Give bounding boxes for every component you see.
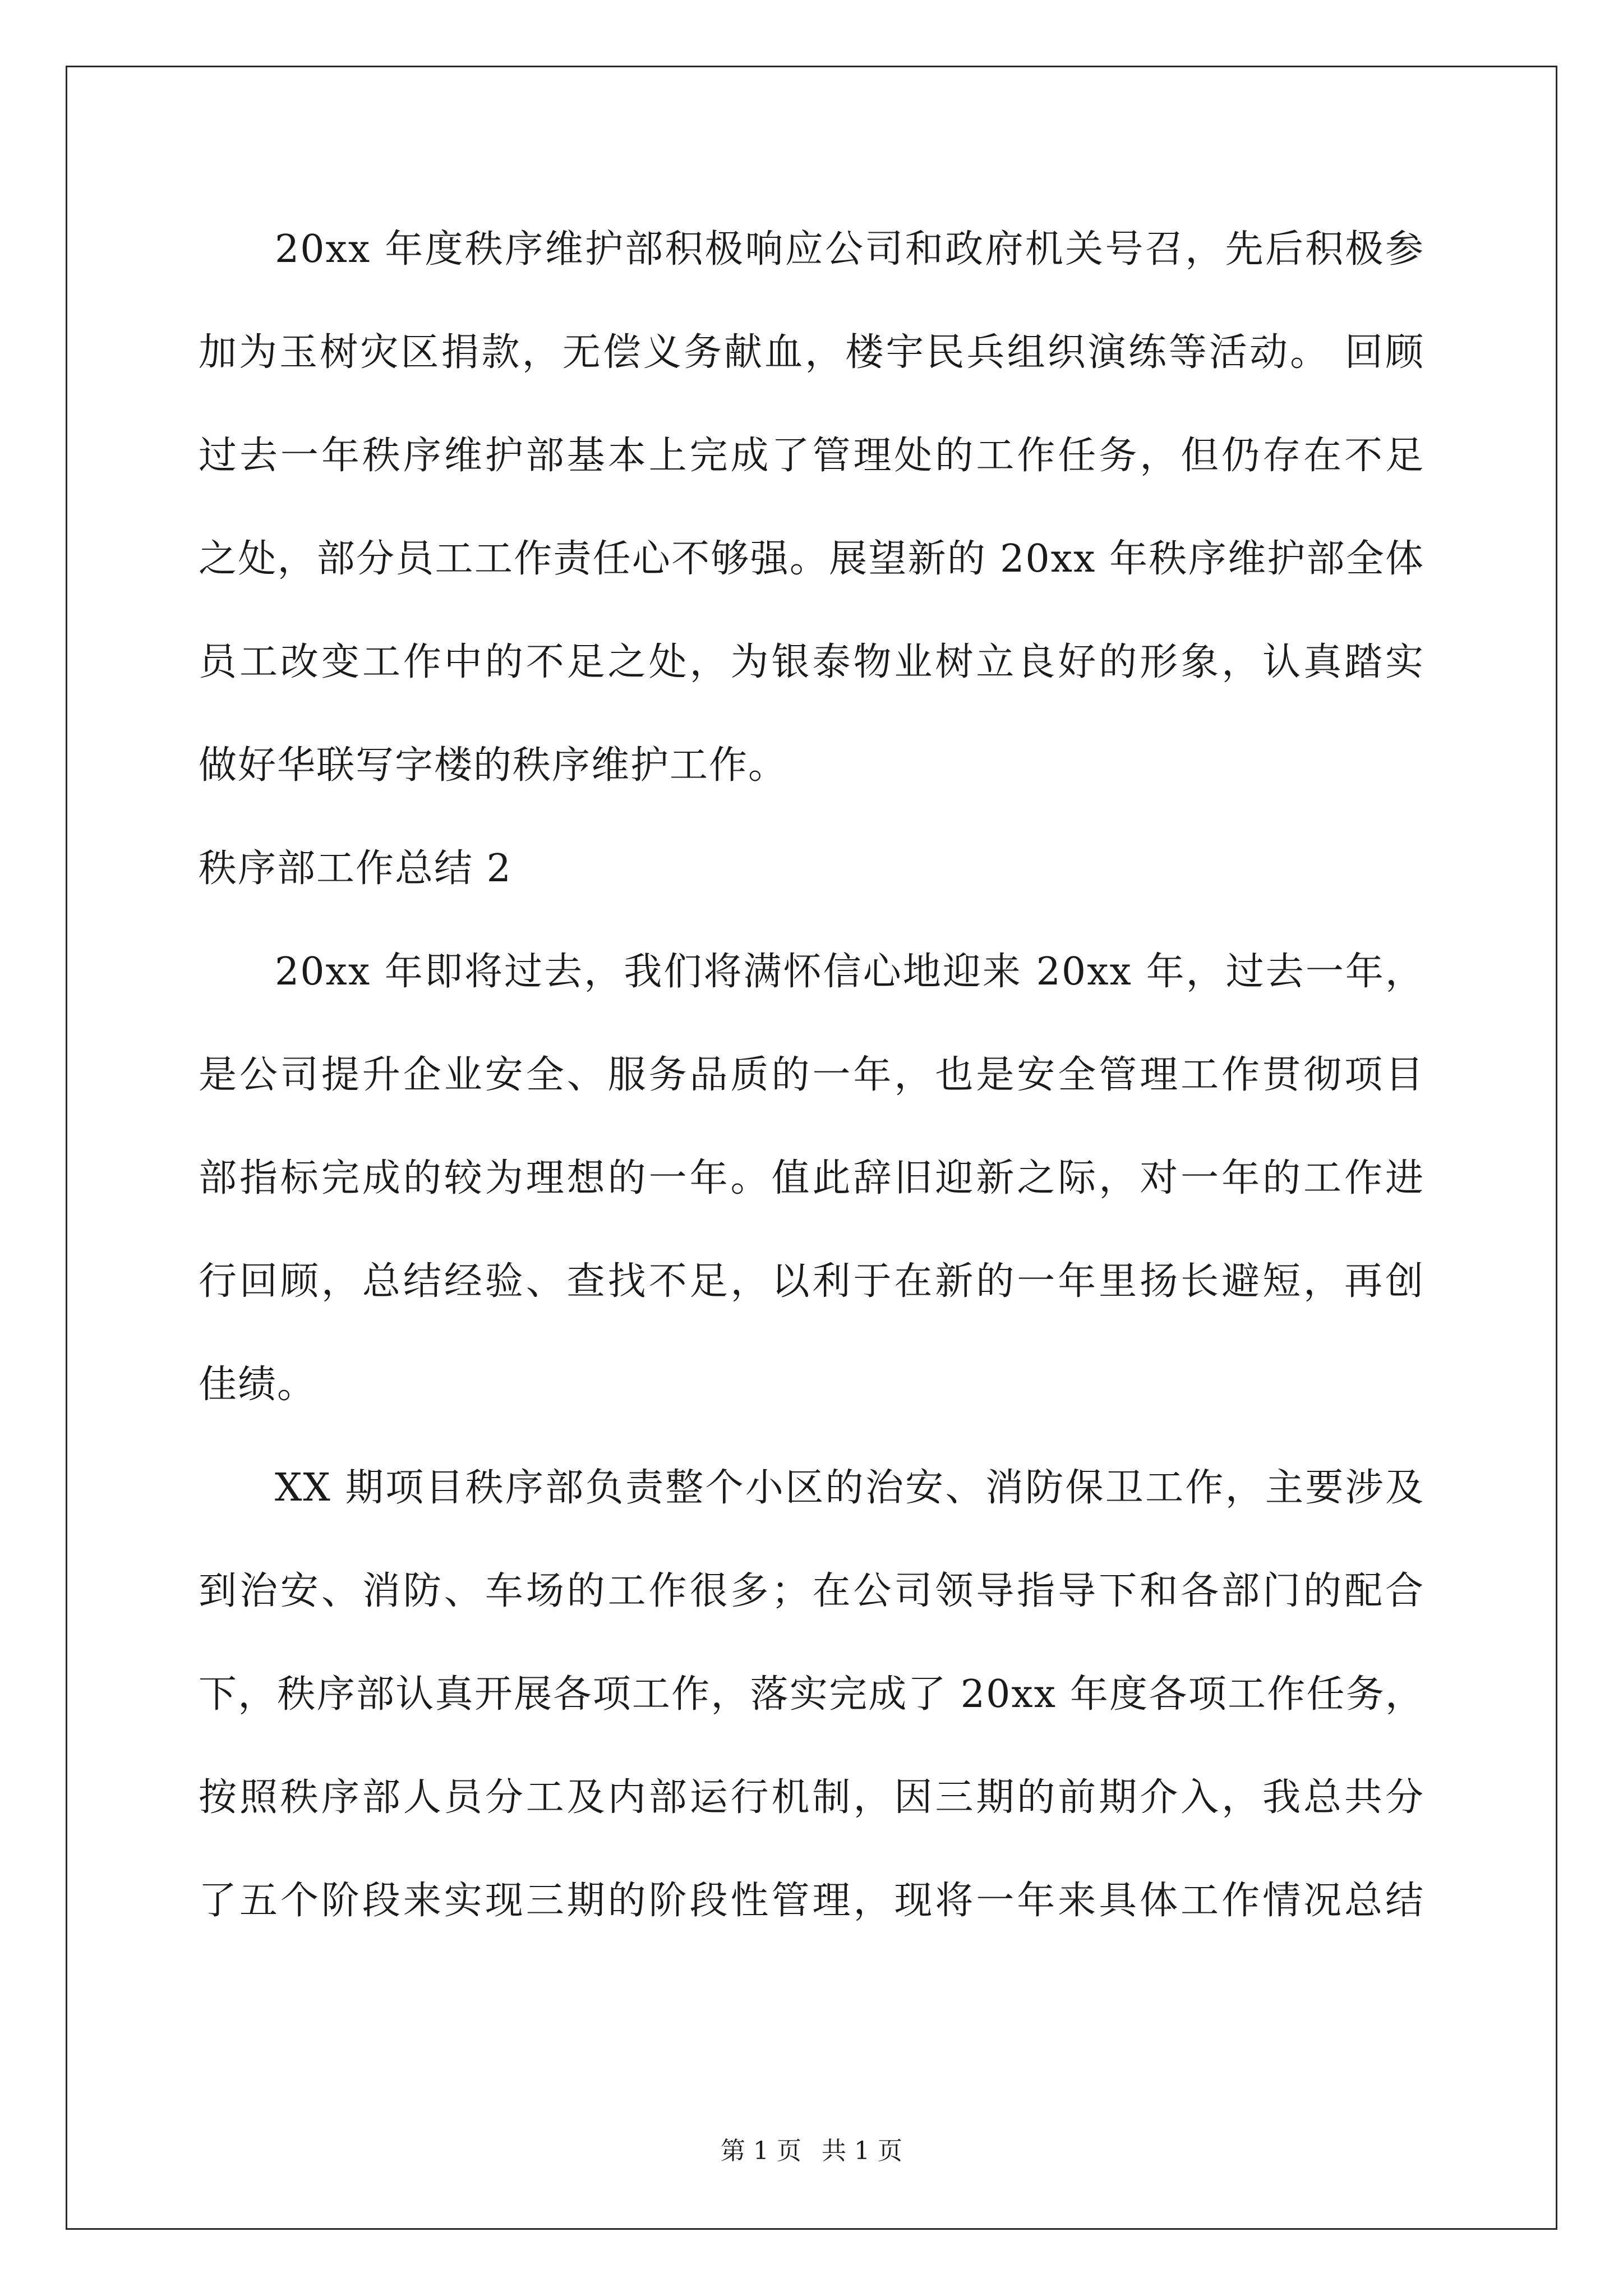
paragraph-1-line-1: 20xx 年度秩序维护部积极响应公司和政府机关号召，先后积极参 — [275, 227, 1424, 272]
paragraph-1-line-2: 加为玉树灾区捐款，无偿义务献血，楼宇民兵组织演练等活动。 回顾 — [199, 330, 1424, 375]
paragraph-3-line-3: 下，秩序部认真开展各项工作，落实完成了 20xx 年度各项工作任务， — [199, 1672, 1424, 1717]
paragraph-2-line-1: 20xx 年即将过去，我们将满怀信心地迎来 20xx 年，过去一年， — [275, 950, 1424, 994]
paragraph-3-line-1: XX 期项目秩序部负责整个小区的治安、消防保卫工作，主要涉及 — [275, 1466, 1424, 1510]
section-heading: 秩序部工作总结 2 — [199, 846, 512, 891]
page-number-total: 共 1 页 — [822, 2137, 902, 2165]
paragraph-2-line-2: 是公司提升企业安全、服务品质的一年，也是安全管理工作贯彻项目 — [199, 1053, 1424, 1097]
paragraph-1-line-3: 过去一年秩序维护部基本上完成了管理处的工作任务，但仍存在不足 — [199, 434, 1424, 478]
paragraph-3-line-5: 了五个阶段来实现三期的阶段性管理，现将一年来具体工作情况总结 — [199, 1879, 1424, 1923]
page-number-current: 第 1 页 — [721, 2137, 801, 2165]
paragraph-1-line-6: 做好华联写字楼的秩序维护工作。 — [199, 743, 788, 788]
paragraph-3-line-4: 按照秩序部人员分工及内部运行机制，因三期的前期介入，我总共分 — [199, 1775, 1424, 1820]
page-footer — [0, 2131, 1623, 2166]
paragraph-3-line-2: 到治安、消防、车场的工作很多；在公司领导指导下和各部门的配合 — [199, 1569, 1424, 1613]
paragraph-2-line-3: 部指标完成的较为理想的一年。值此辞旧迎新之际，对一年的工作进 — [199, 1156, 1424, 1200]
paragraph-2-line-5: 佳绩。 — [199, 1363, 317, 1407]
document-body — [199, 208, 1424, 1962]
paragraph-1-line-5: 员工改变工作中的不足之处，为银泰物业树立良好的形象，认真踏实 — [199, 640, 1424, 684]
paragraph-2-line-4: 行回顾，总结经验、查找不足，以利于在新的一年里扬长避短，再创 — [199, 1259, 1424, 1304]
paragraph-1-line-4: 之处，部分员工工作责任心不够强。展望新的 20xx 年秩序维护部全体 — [199, 537, 1424, 581]
